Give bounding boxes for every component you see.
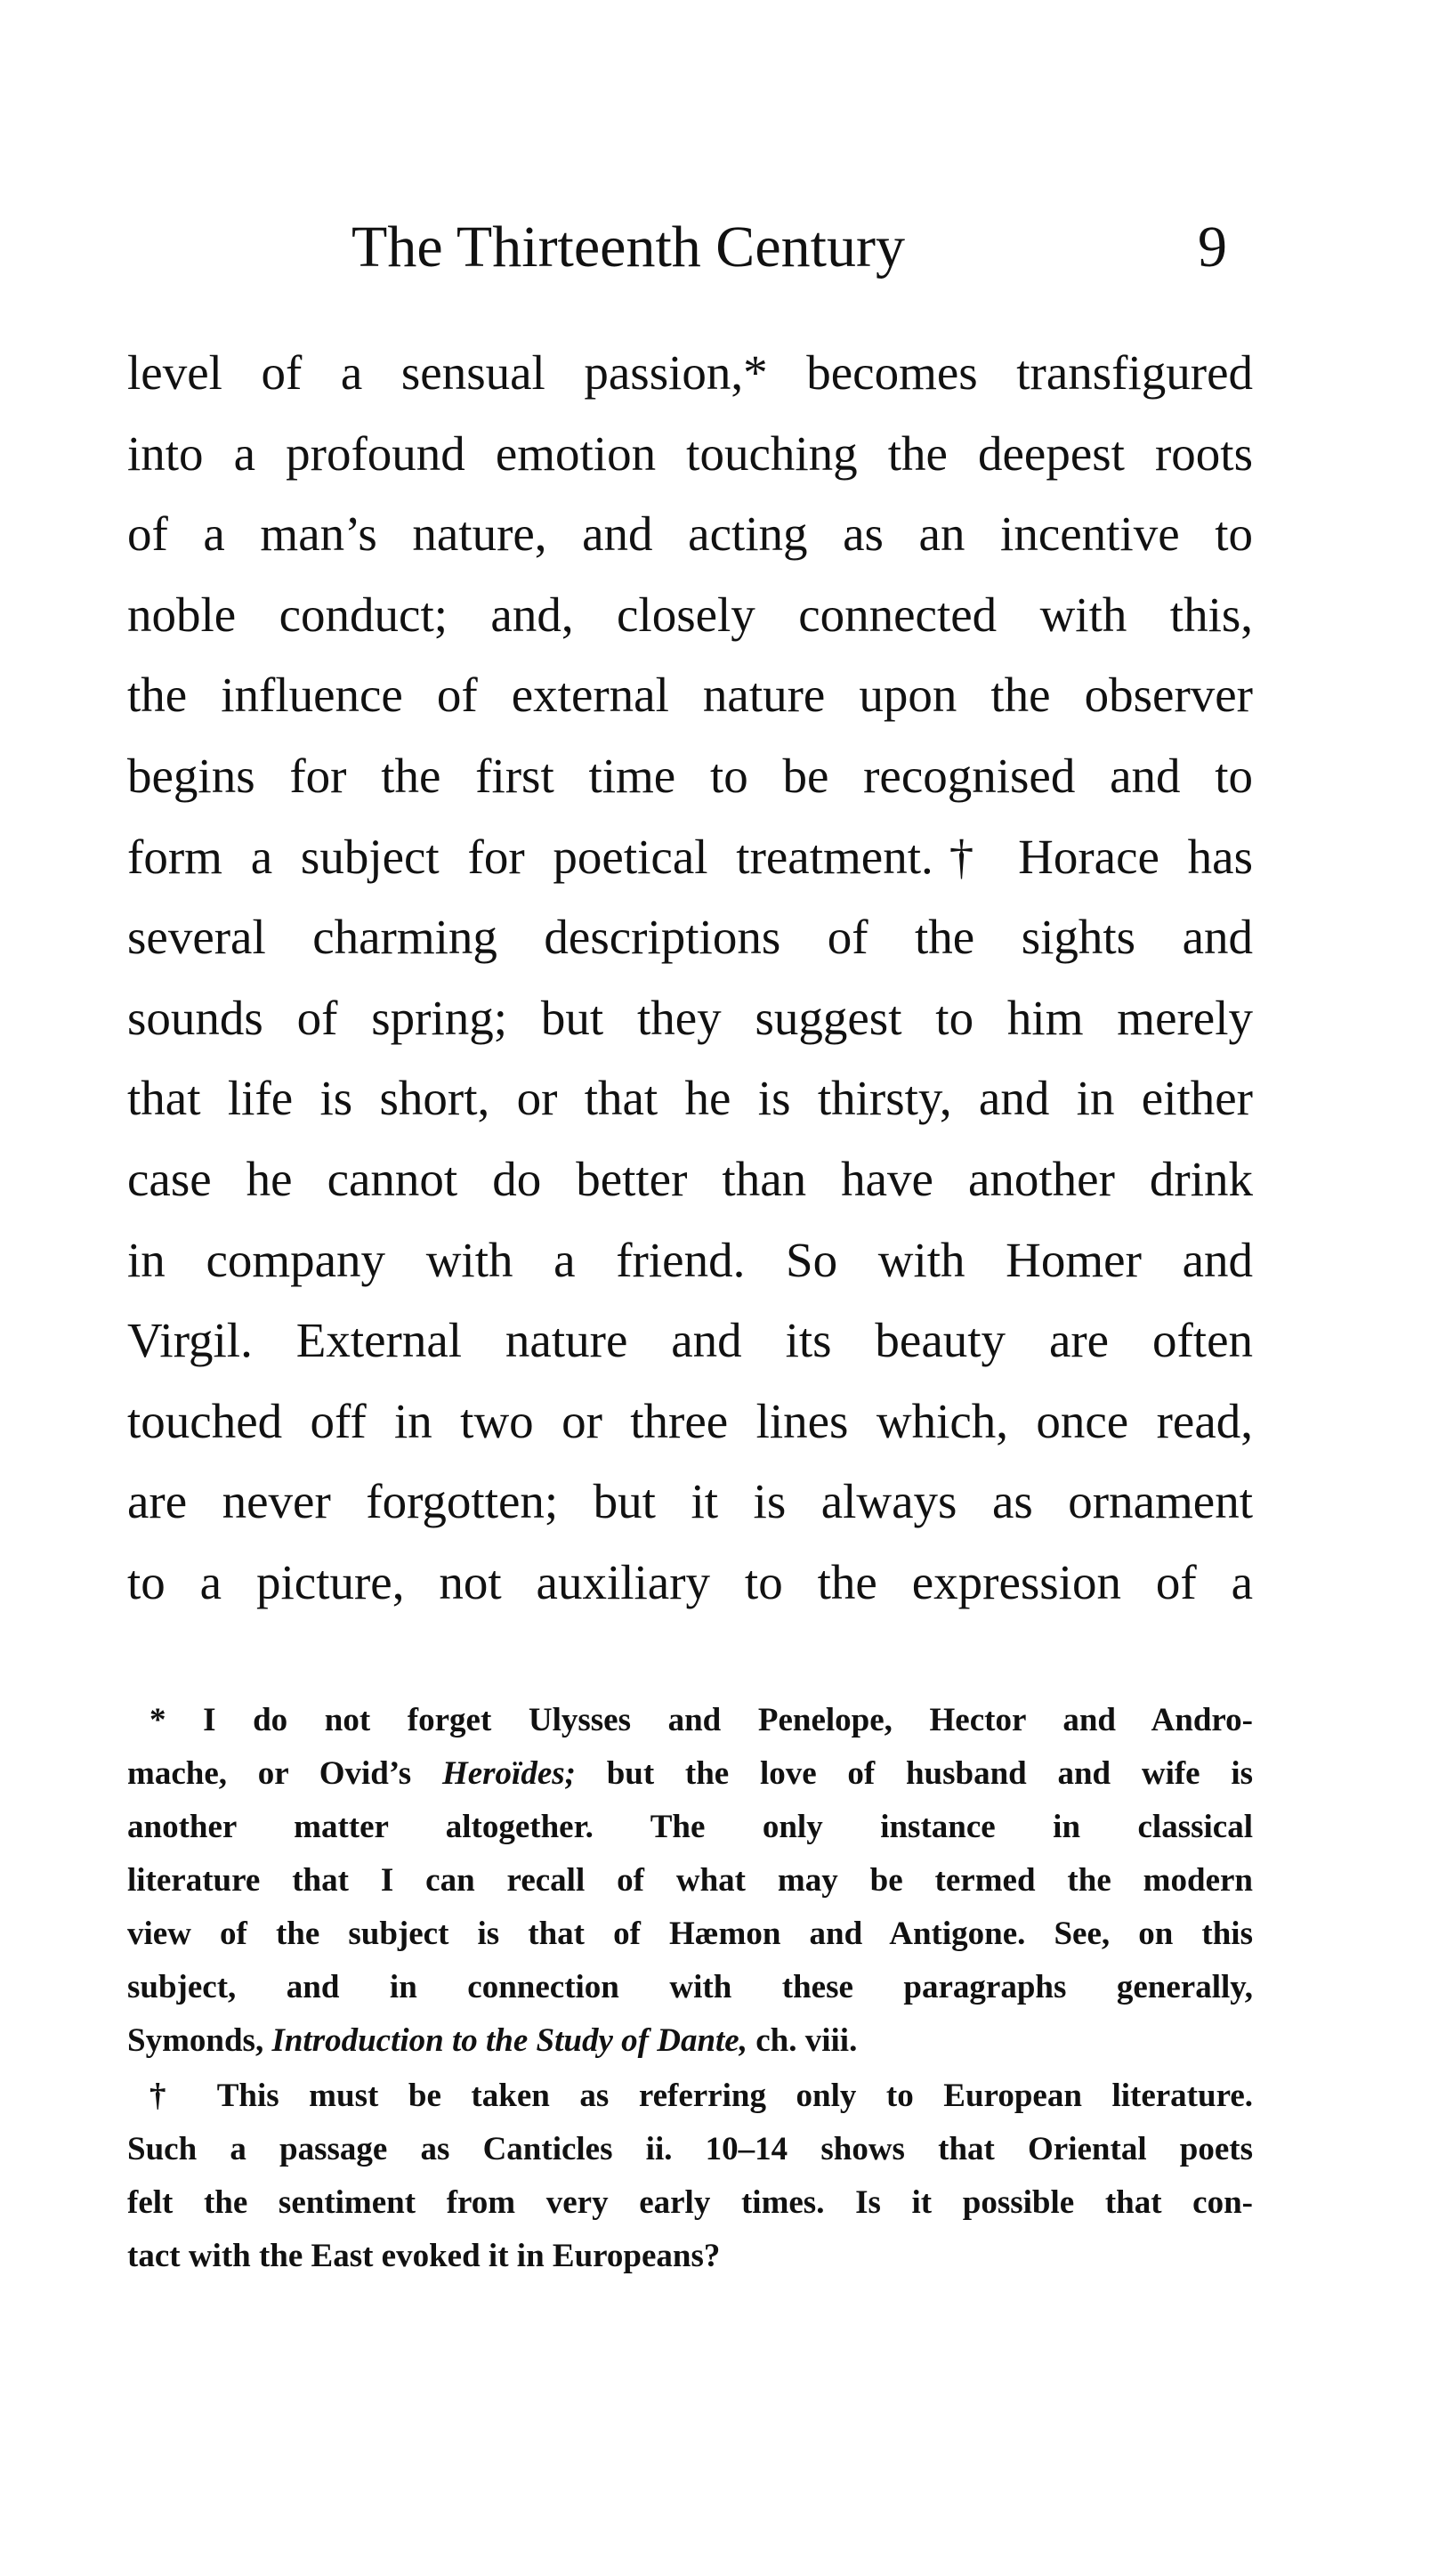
body-line: of a man’s nature, and acting as an incentive to [127, 506, 1253, 561]
footnote-line: Such a passage as Canticles ii. 10–14 shows that Oriental poets [127, 2131, 1253, 2167]
body-line: form a subject for poetical treatment.† Horace has [127, 830, 1253, 884]
body-line: several charming descriptions of the sights and [127, 910, 1253, 964]
footnote-line: † This must be taken as referring only to European literature. [149, 2078, 1253, 2114]
footnote-text: ch. viii. [747, 2022, 858, 2059]
footnote-text: but the love of husband and wife is [575, 1755, 1254, 1792]
footnote-line: view of the subject is that of Hæmon and Antigone. See, on this [127, 1916, 1253, 1952]
body-line: noble conduct; and, closely connected with this, [127, 587, 1253, 642]
footnote-line [127, 1752, 1253, 1796]
footnote-line [127, 2019, 1253, 2063]
body-line: into a profound emotion touching the deepest roots [127, 426, 1253, 481]
body-line: Virgil. External nature and its beauty are often [127, 1313, 1253, 1367]
body-line: case he cannot do better than have another drink [127, 1152, 1253, 1206]
footnote-italic-title: Introduction to the Study of Dante, [271, 2022, 747, 2059]
footnote-line: subject, and in connection with these paragraphs generally, [127, 1969, 1253, 2005]
footnote-italic-title: Heroïdes; [441, 1755, 576, 1792]
body-line: in company with a friend. So with Homer and [127, 1233, 1253, 1287]
footnote-text: Symonds, [127, 2022, 272, 2059]
body-line: to a picture, not auxiliary to the expression of a [127, 1555, 1253, 1609]
body-line: level of a sensual passion,* becomes transfigured [127, 345, 1253, 400]
body-line: touched off in two or three lines which, once read, [127, 1394, 1253, 1448]
footnote-line: tact with the East evoked it in Europeans? [127, 2238, 721, 2274]
footnote-line: * I do not forget Ulysses and Penelope, Hector and Andro- [149, 1702, 1253, 1738]
body-line: are never forgotten; but it is always as ornament [127, 1474, 1253, 1528]
footnote-line: felt the sentiment from very early times. Is it possible that con- [127, 2184, 1253, 2221]
body-line: sounds of spring; but they suggest to him merely [127, 991, 1253, 1045]
footnote-line: literature that I can recall of what may be termed the modern [127, 1862, 1253, 1899]
body-line: begins for the first time to be recognised and to [127, 749, 1253, 803]
body-line: that life is short, or that he is thirsty, and in either [127, 1071, 1253, 1125]
footnote-line: another matter altogether. The only instance in classical [127, 1809, 1253, 1845]
running-header-title: The Thirteenth Century [351, 215, 905, 279]
body-line: the influence of external nature upon the observer [127, 668, 1253, 722]
page-number: 9 [1198, 215, 1227, 279]
footnote-text: mache, or Ovid’s [127, 1755, 442, 1792]
